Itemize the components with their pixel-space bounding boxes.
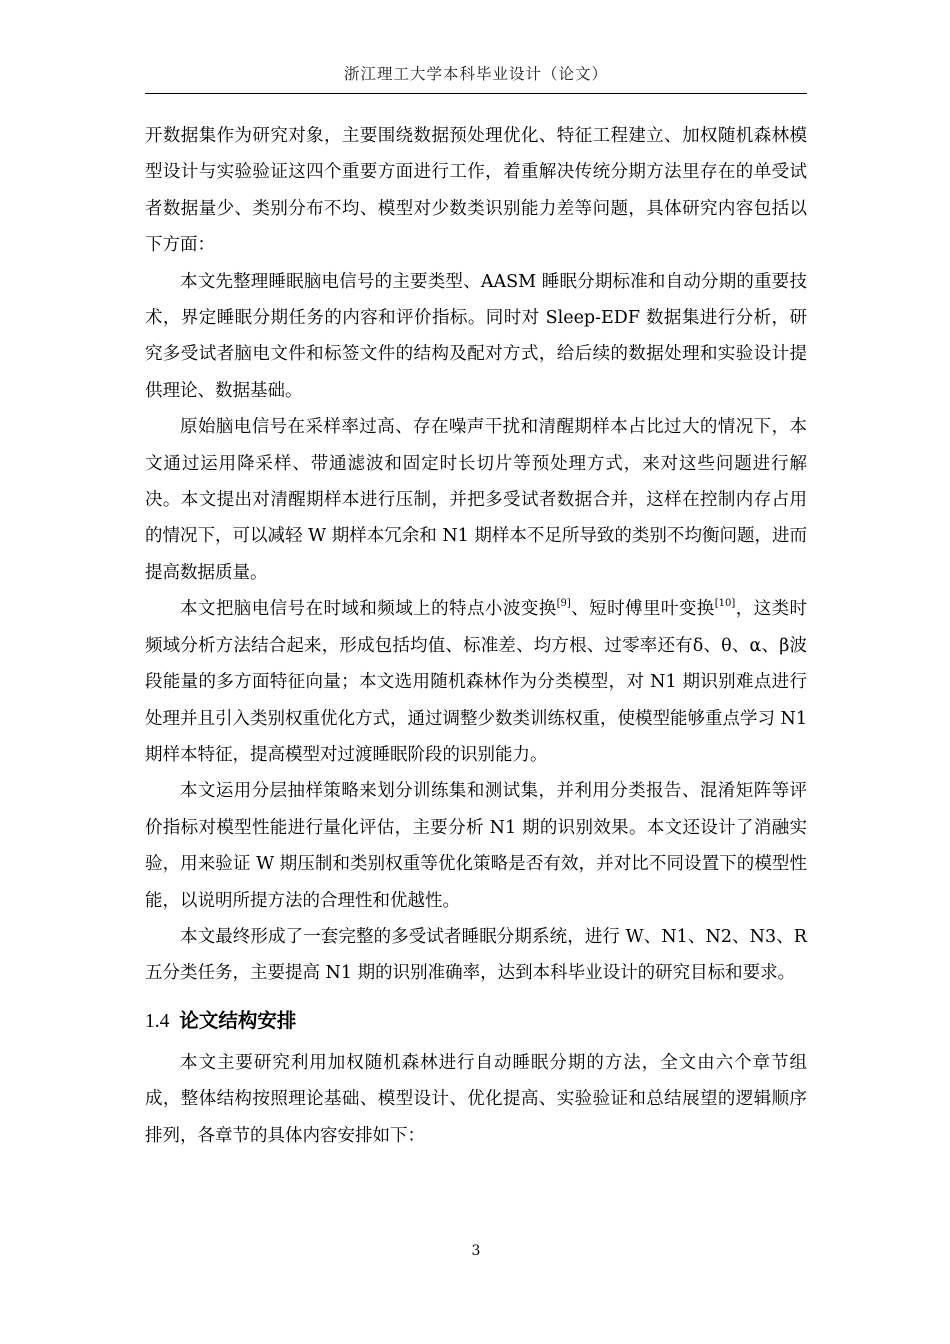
- citation-ref-9: [9]: [556, 598, 571, 610]
- paragraph-features-text-a: 本文把脑电信号在时域和频域上的特点小波变换: [180, 599, 557, 620]
- citation-ref-10: [10]: [714, 598, 736, 610]
- paragraph-continued: 开数据集作为研究对象，主要围绕数据预处理优化、特征工程建立、加权随机森林模型设计与实验验证这四个重要方面进行工作，着重解决传统分期方法里存在的单受试者数据量少、类别分布不均、模型对少数类识别能力差等问题，具体研究内容包括以下方面：: [145, 126, 807, 256]
- page-number: 3: [471, 1243, 481, 1259]
- section-heading: [145, 1006, 807, 1037]
- paragraph-preprocessing: 原始脑电信号在采样率过高、存在噪声干扰和清醒期样本占比过大的情况下，本文通过运用降采样、带通滤波和固定时长切片等预处理方式，来对这些问题进行解决。本文提出对清醒期样本进行压制，并把多受试者数据合并，这样在控制内存占用的情况下，可以减轻 W 期样本冗余和 N1 期样本不足所导致的类别不均衡问题，进而提高数据质量。: [145, 417, 807, 583]
- paragraph-conclusion: 本文最终形成了一套完整的多受试者睡眠分期系统，进行 W、N1、N2、N3、R 五分类任务，主要提高 N1 期的识别准确率，达到本科毕业设计的研究目标和要求。: [145, 926, 807, 984]
- paragraph-features-text-b: 、短时傅里叶变换: [570, 599, 715, 620]
- paragraph-theory: 本文先整理睡眠脑电信号的主要类型、AASM 睡眠分期标准和自动分期的重要技术，界定睡眠分期任务的内容和评价指标。同时对 Sleep-EDF 数据集进行分析，研究多受试者脑电文件和标签文件的结构及配对方式，给后续的数据处理和实验设计提供理论、数据基础。: [145, 271, 807, 401]
- running-header: 浙江理工大学本科毕业设计（论文）: [343, 65, 608, 83]
- body-text: [145, 118, 807, 1154]
- section-title: 论文结构安排: [179, 1008, 297, 1032]
- paragraph-features-text-c: ，这类时频域分析方法结合起来，形成包括均值、标准差、均方根、过零率还有δ、θ、α、β波段能量的多方面特征向量；本文选用随机森林作为分类模型，对 N1 期识别难点进行处理并且引入类别权重优化方式，通过调整少数类训练权重，使模型能够重点学习 N1 期样本特征，提高模型对过渡睡眠阶段的识别能力。: [145, 599, 808, 765]
- paragraph-structure: 本文主要研究利用加权随机森林进行自动睡眠分期的方法，全文由六个章节组成，整体结构按照理论基础、模型设计、优化提高、实验验证和总结展望的逻辑顺序排列，各章节的具体内容安排如下：: [145, 1052, 807, 1146]
- section-number: 1.4: [145, 1010, 170, 1032]
- header-rule: [145, 93, 807, 94]
- paragraph-features: [145, 591, 807, 773]
- paragraph-evaluation: 本文运用分层抽样策略来划分训练集和测试集，并利用分类报告、混淆矩阵等评价指标对模型性能进行量化评估，主要分析 N1 期的识别效果。本文还设计了消融实验，用来验证 W 期压制和类别权重等优化策略是否有效，并对比不同设置下的模型性能，以说明所提方法的合理性和优越性。: [145, 781, 807, 911]
